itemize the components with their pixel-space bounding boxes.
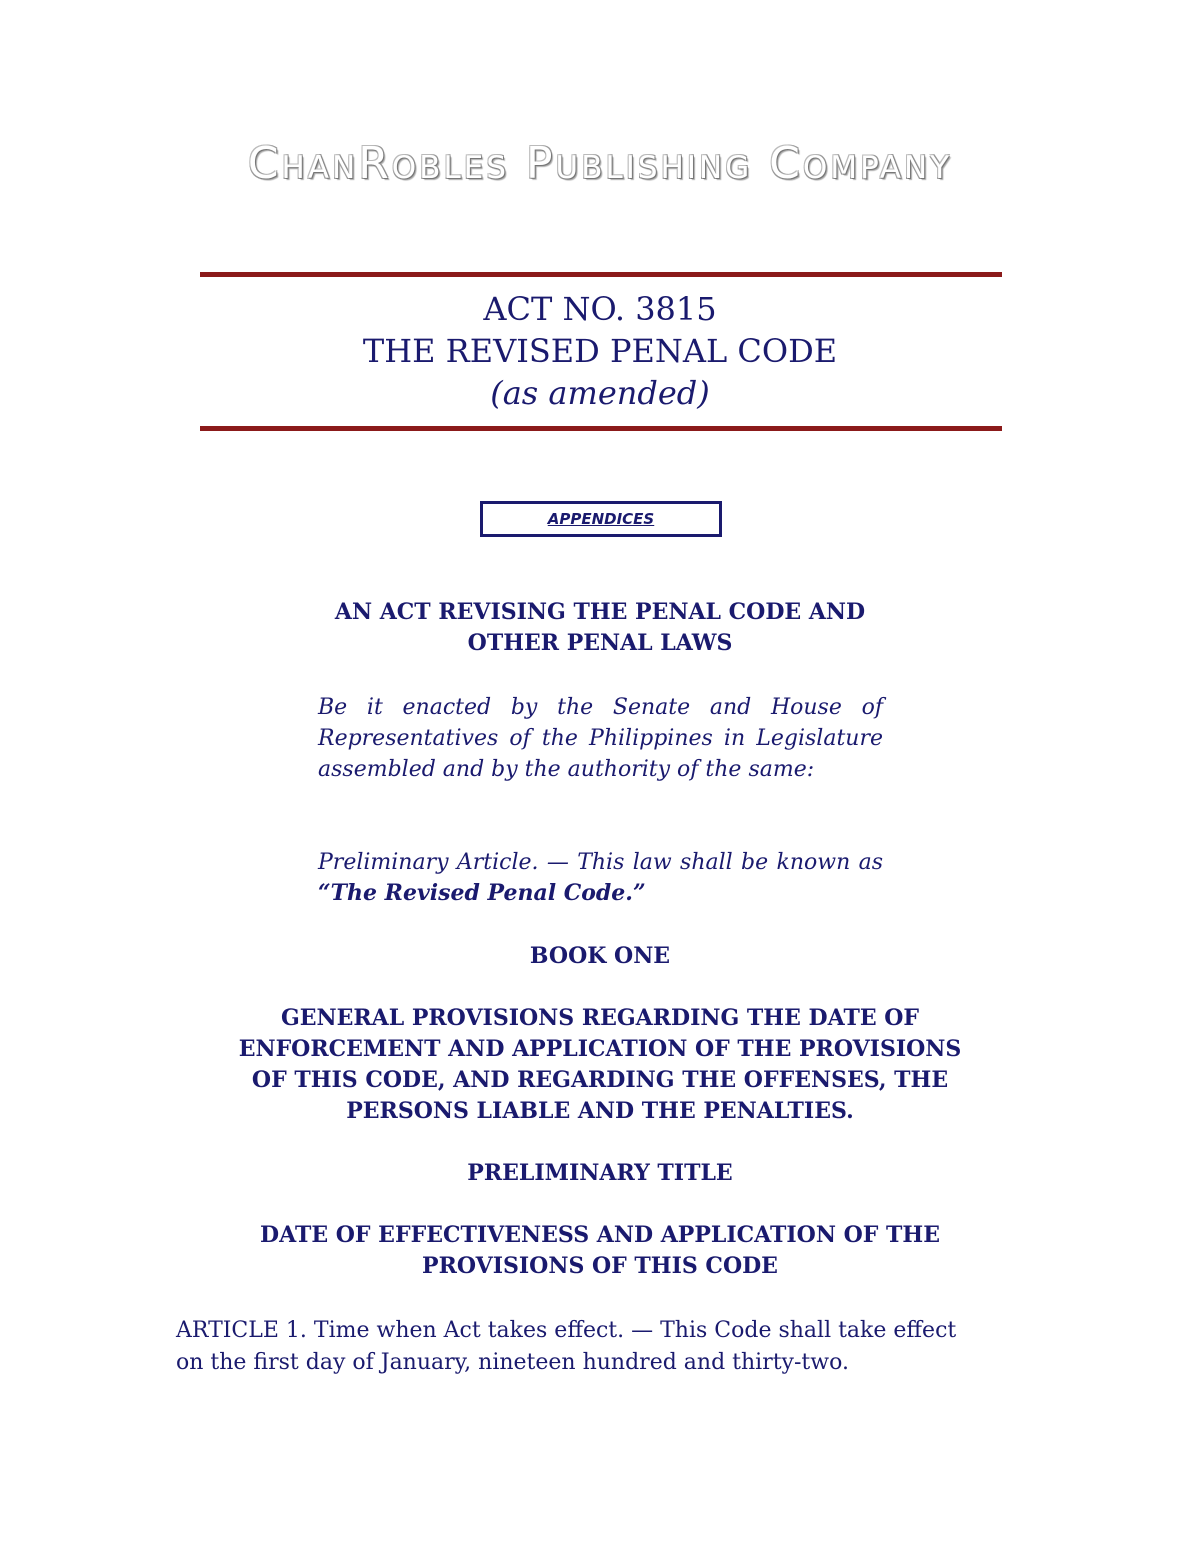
act-number: ACT NO. 3815 (483, 290, 717, 328)
general-provisions-line: PERSONS LIABLE AND THE PENALTIES. (346, 1098, 854, 1124)
book-heading: BOOK ONE (529, 943, 671, 969)
date-heading-line: DATE OF EFFECTIVENESS AND APPLICATION OF THE (260, 1222, 940, 1248)
act-title-block (0, 288, 1200, 414)
act-heading-line: OTHER PENAL LAWS (467, 630, 733, 656)
general-provisions-line: GENERAL PROVISIONS REGARDING THE DATE OF (280, 1005, 920, 1031)
general-provisions-heading (100, 1003, 1100, 1127)
general-provisions-line: OF THIS CODE, AND REGARDING THE OFFENSES, THE (251, 1067, 949, 1093)
preliminary-title-heading: PRELIMINARY TITLE (467, 1160, 733, 1186)
act-heading-line: AN ACT REVISING THE PENAL CODE AND (334, 599, 866, 625)
date-heading-line: PROVISIONS OF THIS CODE (422, 1253, 778, 1279)
enacting-clause: Be it enacted by the Senate and House of Representatives of the Philippines in Legislature assembled and by the authority of the same: (318, 695, 883, 782)
preliminary-article (318, 847, 883, 909)
date-effectiveness-heading (150, 1220, 1050, 1282)
code-short-title: “The Revised Penal Code.” (318, 880, 646, 906)
bottom-rule (200, 426, 1002, 431)
appendices-link-button[interactable]: APPENDICES (480, 501, 722, 537)
article-1-line: ARTICLE 1. Time when Act takes effect. — This Code shall take effect (176, 1318, 957, 1343)
general-provisions-line: ENFORCEMENT AND APPLICATION OF THE PROVISIONS (238, 1036, 962, 1062)
code-name: THE REVISED PENAL CODE (362, 332, 838, 370)
article-1 (176, 1315, 1056, 1379)
publisher-logo: ChanRobles Publishing Company (247, 138, 953, 189)
article-1-line: on the first day of January, nineteen hundred and thirty-two. (176, 1350, 849, 1375)
amended-note: (as amended) (490, 374, 710, 412)
top-rule (200, 272, 1002, 277)
preliminary-article-lead: Preliminary Article. — This law shall be known as (318, 850, 883, 875)
act-heading (150, 597, 1050, 659)
